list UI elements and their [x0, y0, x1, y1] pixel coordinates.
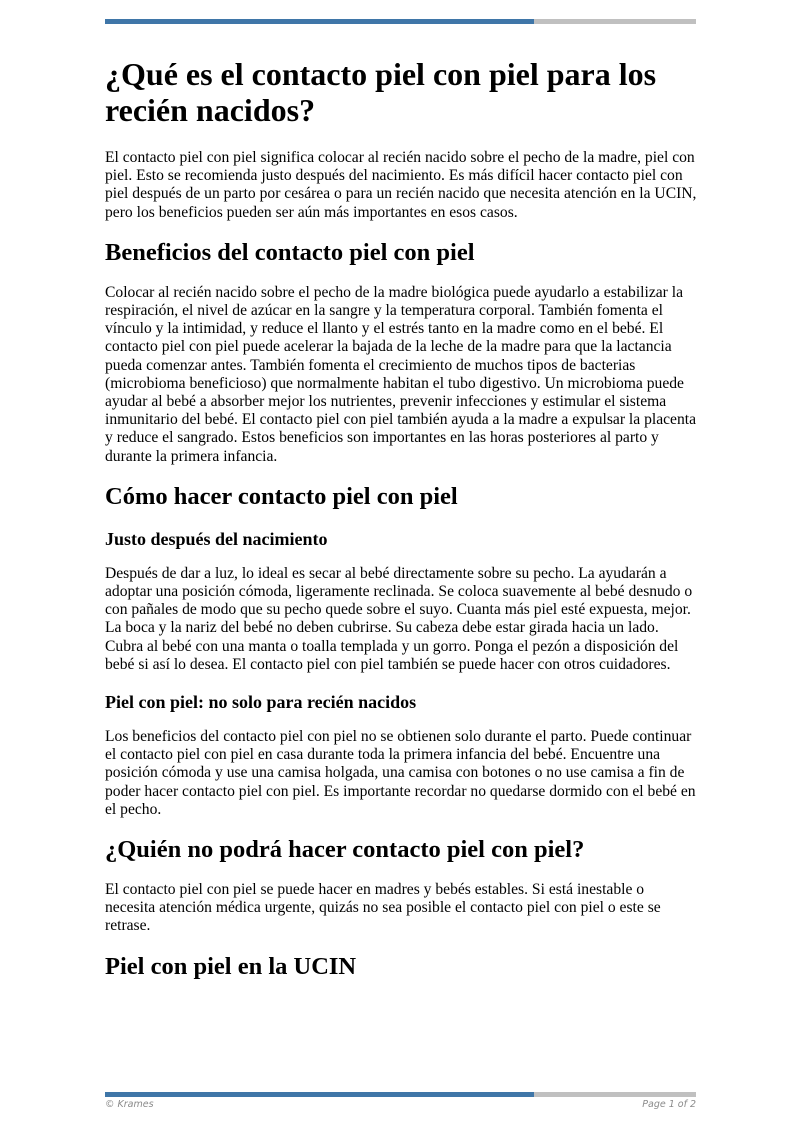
footer-copyright: © Krames	[105, 1099, 154, 1110]
section-heading-nicu: Piel con piel en la UCIN	[105, 952, 357, 980]
header-bar-accent	[105, 19, 534, 24]
section-heading-benefits: Beneficios del contacto piel con piel	[105, 238, 475, 266]
subsection-paragraph-not-only-newborns: Los beneficios del contacto piel con piel no se obtienen solo durante el parto. Puede continuar el contacto piel con piel en casa durante toda la primera infancia del bebé. Encuentre una posición cómoda y use una camisa holgada, una camisa con botones o no use camisa a fin de poder hacer contacto piel con piel. Es importante recordar no quedarse dormido con el bebé en el pecho.	[105, 728, 696, 818]
footer-page-number: Page 1 of 2	[642, 1099, 696, 1110]
section-paragraph-benefits: Colocar al recién nacido sobre el pecho de la madre biológica puede ayudarlo a estabilizar la respiración, el nivel de azúcar en la sangre y la temperatura corporal. También fomenta el vínculo y la intimidad, y reduce el llanto y el estrés tanto en la madre como en el bebé. El contacto piel con piel puede acelerar la bajada de la leche de la madre para que la lactancia pueda comenzar antes. También fomenta el crecimiento de muchos tipos de bacterias (microbioma beneficioso) que normalmente habitan el tubo digestivo. Un microbioma puede ayudar al bebé a absorber mejor los nutrientes, prevenir infecciones y estimular el sistema inmunitario del bebé. El contacto piel con piel también ayuda a la madre a expulsar la placenta y reduce el sangrado. Estos beneficios son importantes en las horas posteriores al parto y durante la primera infancia.	[105, 283, 697, 465]
subsection-heading-after-birth: Justo después del nacimiento	[105, 528, 328, 549]
header-bar-secondary	[534, 19, 696, 24]
footer-bar-secondary	[534, 1092, 696, 1097]
document-body	[105, 56, 697, 998]
header-divider-bar	[105, 19, 696, 24]
section-paragraph-who-cannot: El contacto piel con piel se puede hacer en madres y bebés estables. Si está inestable o necesita atención médica urgente, quizás no sea posible el contacto piel con piel o este se retrase.	[105, 881, 661, 935]
section-heading-who-cannot: ¿Quién no podrá hacer contacto piel con piel?	[105, 836, 585, 864]
subsection-paragraph-after-birth: Después de dar a luz, lo ideal es secar al bebé directamente sobre su pecho. La ayudarán a adoptar una posición cómoda, ligeramente reclinada. Se coloca suavemente al bebé desnudo o con pañales de modo que su pecho quede sobre el suyo. Cuanta más piel esté expuesta, mejor. La boca y la nariz del bebé no deben cubrirse. Su cabeza debe estar girada hacia un lado. Cubra al bebé con una manta o toalla templada y un gorro. Ponga el pezón a disposición del bebé si así lo desea. El contacto piel con piel también se puede hacer con otros cuidadores.	[105, 564, 693, 673]
footer-divider-bar	[105, 1092, 696, 1097]
document-title: ¿Qué es el contacto piel con piel para los recién nacidos?	[105, 56, 657, 128]
footer-bar-accent	[105, 1092, 534, 1097]
section-heading-how-to: Cómo hacer contacto piel con piel	[105, 482, 458, 510]
intro-paragraph: El contacto piel con piel significa colocar al recién nacido sobre el pecho de la madre, piel con piel. Esto se recomienda justo después del nacimiento. Es más difícil hacer contacto piel con piel después de un parto por cesárea o para un recién nacido que necesita atención en la UCIN, pero los beneficios pueden ser aún más importantes en esos casos.	[105, 149, 697, 221]
subsection-heading-not-only-newborns: Piel con piel: no solo para recién nacidos	[105, 692, 417, 713]
